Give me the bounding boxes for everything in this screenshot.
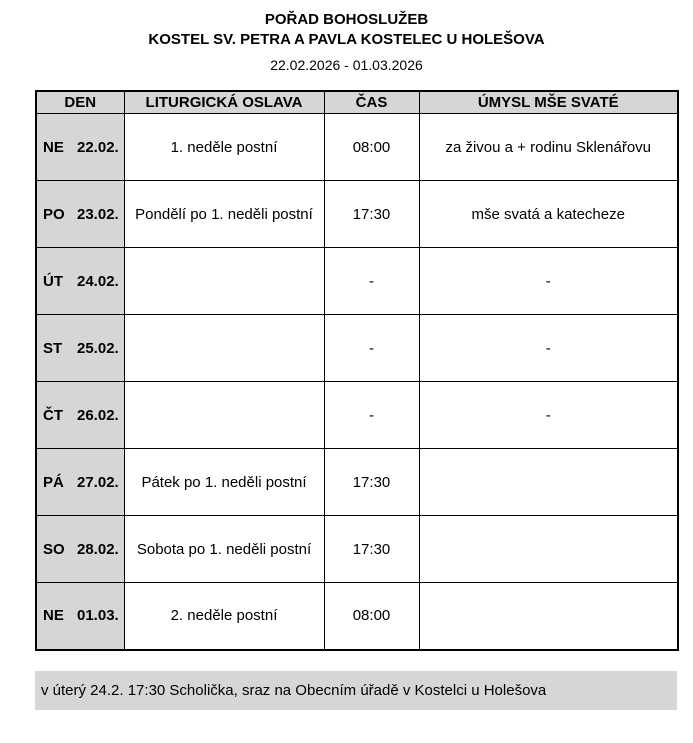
schedule-table <box>35 90 679 651</box>
celebration-cell <box>124 315 324 382</box>
celebration-cell: Pátek po 1. neděli postní <box>124 449 324 516</box>
day-cell <box>36 516 124 583</box>
time-cell: 17:30 <box>324 449 419 516</box>
table-row <box>36 114 678 181</box>
day-abbrev: ÚT <box>43 272 63 290</box>
day-abbrev: PO <box>43 205 65 223</box>
day-cell <box>36 181 124 248</box>
document-header <box>0 10 693 74</box>
time-cell: 17:30 <box>324 516 419 583</box>
intention-cell: mše svatá a katecheze <box>419 181 678 248</box>
time-cell: 08:00 <box>324 114 419 181</box>
header-cell-umysl: ÚMYSL MŠE SVATÉ <box>419 91 678 114</box>
celebration-cell: 1. neděle postní <box>124 114 324 181</box>
header-cell-den: DEN <box>36 91 124 114</box>
day-date: 01.03. <box>77 607 119 625</box>
table-header-row <box>36 91 678 114</box>
table-row <box>36 181 678 248</box>
celebration-cell: Sobota po 1. neděli postní <box>124 516 324 583</box>
day-cell <box>36 315 124 382</box>
table-row <box>36 248 678 315</box>
intention-cell: - <box>419 248 678 315</box>
table-row <box>36 516 678 583</box>
day-date: 26.02. <box>77 406 119 424</box>
day-date: 27.02. <box>77 473 119 491</box>
intention-cell: za živou a + rodinu Sklenářovu <box>419 114 678 181</box>
day-cell <box>36 248 124 315</box>
table-row <box>36 382 678 449</box>
date-range: 22.02.2026 - 01.03.2026 <box>270 57 423 73</box>
intention-cell <box>419 516 678 583</box>
day-date: 22.02. <box>77 138 119 156</box>
time-cell: - <box>324 315 419 382</box>
intention-cell <box>419 449 678 516</box>
day-cell <box>36 382 124 449</box>
time-cell: 08:00 <box>324 583 419 650</box>
celebration-cell: 2. neděle postní <box>124 583 324 650</box>
page-subtitle: KOSTEL SV. PETRA A PAVLA KOSTELEC U HOLEŠOVA <box>148 31 545 48</box>
header-cell-cas: ČAS <box>324 91 419 114</box>
time-cell: - <box>324 248 419 315</box>
day-abbrev: ČT <box>43 406 63 424</box>
day-date: 24.02. <box>77 272 119 290</box>
day-cell <box>36 114 124 181</box>
time-cell: 17:30 <box>324 181 419 248</box>
table-row <box>36 315 678 382</box>
intention-cell: - <box>419 315 678 382</box>
day-date: 23.02. <box>77 205 119 223</box>
day-abbrev: NE <box>43 607 64 625</box>
day-date: 28.02. <box>77 540 119 558</box>
celebration-cell: Pondělí po 1. neděli postní <box>124 181 324 248</box>
intention-cell <box>419 583 678 650</box>
day-abbrev: NE <box>43 138 64 156</box>
day-cell <box>36 583 124 650</box>
intention-cell: - <box>419 382 678 449</box>
day-cell <box>36 449 124 516</box>
celebration-cell <box>124 382 324 449</box>
table-row <box>36 449 678 516</box>
table-row <box>36 583 678 650</box>
time-cell: - <box>324 382 419 449</box>
day-date: 25.02. <box>77 339 119 357</box>
celebration-cell <box>124 248 324 315</box>
header-cell-oslava: LITURGICKÁ OSLAVA <box>124 91 324 114</box>
day-abbrev: ST <box>43 339 63 357</box>
day-abbrev: SO <box>43 540 65 558</box>
page-title: POŘAD BOHOSLUŽEB <box>264 11 429 28</box>
day-abbrev: PÁ <box>43 473 64 491</box>
footer-note: v úterý 24.2. 17:30 Scholička, sraz na Obecním úřadě v Kostelci u Holešova <box>35 671 677 710</box>
